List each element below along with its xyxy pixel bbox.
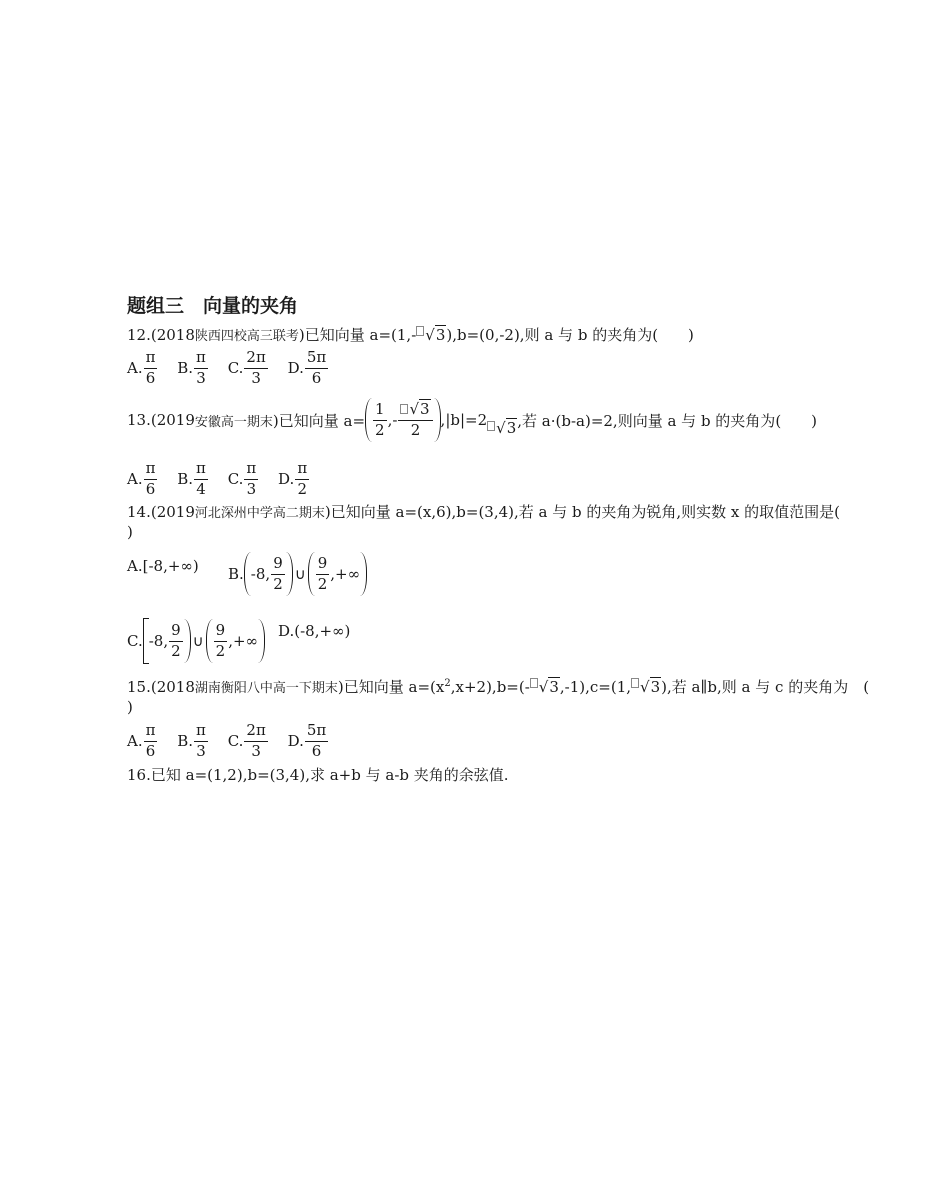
fraction (194, 723, 208, 760)
option-d: D.(-8,+∞) (278, 622, 351, 640)
fraction (194, 350, 208, 387)
left-paren (365, 398, 372, 442)
fraction (373, 399, 387, 439)
option-label: D. (287, 359, 304, 378)
fraction (295, 461, 309, 498)
interval-end: ,+∞ (330, 565, 361, 583)
option-label: C. (227, 470, 244, 489)
fraction (305, 350, 328, 387)
numerator: 9 (273, 553, 283, 572)
option-a (127, 350, 158, 387)
question-13 (127, 398, 817, 442)
section-title: 题组三 向量的夹角 (127, 295, 299, 317)
numerator: π (145, 348, 156, 366)
q15-text-d: ),若 a∥b,则 a 与 c 的夹角为 ( (661, 678, 870, 696)
placeholder-box-icon (416, 326, 424, 336)
q13-text-c: ,若 a·(b-a)=2,则向量 a 与 b 的夹角为( ) (517, 411, 818, 430)
option-label: A. (127, 470, 143, 489)
option-label: D. (278, 470, 295, 489)
numerator: π (196, 721, 206, 739)
q13-source: 安徽高一期末 (194, 414, 273, 430)
q15-number: 15.(2018 (127, 678, 195, 696)
option-a (127, 723, 158, 760)
numerator: 9 (317, 553, 328, 572)
option-b (228, 552, 367, 596)
numerator: 5π (306, 721, 327, 739)
q14-number: 14.(2019 (127, 503, 195, 521)
sqrt-expression: √3 (409, 399, 430, 418)
denominator: 6 (311, 368, 322, 387)
q15-text-a: )已知向量 a=(x (337, 678, 445, 696)
fraction (244, 461, 258, 498)
q12-text-b: ),b=(0,-2),则 a 与 b 的夹角为( ) (446, 326, 694, 344)
fraction (244, 350, 267, 387)
option-label: B. (177, 732, 194, 751)
radicand: 3 (650, 678, 661, 696)
q13-number: 13.(2019 (127, 411, 195, 429)
fraction (194, 461, 208, 498)
q13-text-b: ,|b|=2 (440, 411, 488, 429)
fraction (271, 553, 285, 593)
denominator: 6 (311, 741, 322, 760)
question-15 (127, 676, 869, 697)
placeholder-box-icon (631, 678, 639, 688)
right-paren (434, 398, 441, 442)
numerator: π (196, 348, 206, 366)
option-b (177, 461, 209, 498)
denominator: 3 (196, 741, 206, 760)
numerator: π (145, 459, 156, 477)
denominator: 3 (251, 368, 261, 387)
placeholder-box-icon (487, 421, 495, 431)
option-label: B. (228, 565, 244, 583)
q14-text-a: )已知向量 a=(x,6),b=(3,4),若 a 与 b 的夹角为锐角,则实数 x 的取值范围是( (324, 503, 841, 521)
radicand: 3 (549, 678, 559, 696)
denominator: 2 (297, 479, 308, 498)
radicand: 3 (435, 326, 446, 344)
placeholder-box-icon (400, 404, 408, 414)
union-symbol: ∪ (192, 632, 204, 650)
option-c (127, 618, 265, 664)
q14-text-b: ) (127, 523, 133, 541)
option-label: A. (127, 359, 143, 378)
fraction (144, 723, 158, 760)
numerator: 9 (215, 620, 226, 639)
fraction (144, 350, 158, 387)
numerator (398, 399, 432, 418)
q13-text-a: )已知向量 a= (272, 411, 366, 430)
right-paren (258, 619, 265, 663)
numerator: π (145, 721, 156, 739)
superscript: 2 (444, 678, 451, 689)
option-label: B. (177, 470, 194, 489)
option-label: A. (127, 732, 143, 751)
option-a: A.[-8,+∞) (127, 557, 199, 575)
numerator: π (297, 459, 308, 477)
denominator: 4 (196, 479, 206, 498)
denominator: 6 (145, 741, 156, 760)
numerator: π (246, 459, 257, 477)
sqrt-expression: √3 (496, 419, 517, 437)
option-b (177, 723, 209, 760)
q15-text-e: ) (127, 698, 133, 716)
q15-source: 湖南衡阳八中高一下期末 (194, 681, 338, 696)
denominator: 3 (196, 368, 206, 387)
placeholder-box-icon (530, 678, 538, 688)
option-d (288, 723, 330, 760)
q15-text-b: ,x+2),b=(- (450, 678, 530, 696)
denominator: 2 (317, 574, 328, 593)
numerator: 2π (246, 721, 266, 739)
option-d (288, 350, 330, 387)
question-12 (127, 324, 694, 345)
separator: ,- (387, 411, 398, 429)
fraction (214, 620, 228, 660)
option-label: C. (127, 632, 143, 650)
left-paren (244, 552, 251, 596)
right-paren (184, 619, 191, 663)
q12-text-a: )已知向量 a=(1,- (298, 326, 417, 344)
sqrt-expression: √3 (538, 678, 559, 696)
numerator: 5π (306, 348, 327, 366)
fraction (305, 723, 328, 760)
denominator: 2 (215, 641, 226, 660)
fraction (316, 553, 330, 593)
denominator: 2 (273, 574, 283, 593)
option-b (177, 350, 209, 387)
denominator: 2 (171, 641, 181, 660)
left-paren (308, 552, 315, 596)
q12-number: 12.(2018 (127, 326, 195, 344)
option-label: C. (227, 732, 244, 751)
q12-source: 陕西四校高三联考 (194, 329, 299, 344)
q12-options (127, 350, 343, 387)
option-label: D. (287, 732, 304, 751)
denominator: 3 (251, 741, 261, 760)
q15-text-c: ,-1),c=(1, (559, 678, 632, 696)
radicand: 3 (420, 399, 430, 418)
option-a (127, 461, 158, 498)
numerator: 9 (171, 620, 181, 639)
interval-end: ,+∞ (228, 632, 259, 650)
sqrt-expression: √3 (640, 678, 661, 696)
q13-options (127, 461, 324, 498)
fraction (398, 399, 432, 439)
option-c (228, 723, 269, 760)
numerator: 1 (375, 399, 385, 418)
fraction (169, 620, 183, 660)
denominator: 6 (145, 479, 156, 498)
question-16: 16.已知 a=(1,2),b=(3,4),求 a+b 与 a-b 夹角的余弦值. (127, 766, 509, 784)
denominator: 2 (375, 420, 385, 439)
radicand: 3 (506, 419, 517, 437)
option-label: B. (177, 359, 194, 378)
left-paren (206, 619, 213, 663)
right-paren (360, 552, 367, 596)
question-14 (127, 501, 840, 522)
sqrt-expression: √3 (425, 326, 446, 344)
option-c (228, 350, 269, 387)
denominator: 6 (145, 368, 156, 387)
fraction (144, 461, 158, 498)
option-c (228, 461, 260, 498)
denominator: 2 (410, 420, 421, 439)
numerator: 2π (246, 348, 266, 366)
right-paren (286, 552, 293, 596)
q15-options (127, 723, 343, 760)
union-symbol: ∪ (294, 565, 306, 583)
numerator: π (196, 459, 206, 477)
interval-start: -8, (148, 632, 169, 650)
fraction (244, 723, 267, 760)
option-d (278, 461, 310, 498)
q14-source: 河北深州中学高二期末 (194, 506, 325, 521)
option-label: C. (227, 359, 244, 378)
interval-start: -8, (250, 565, 271, 583)
denominator: 3 (246, 479, 257, 498)
